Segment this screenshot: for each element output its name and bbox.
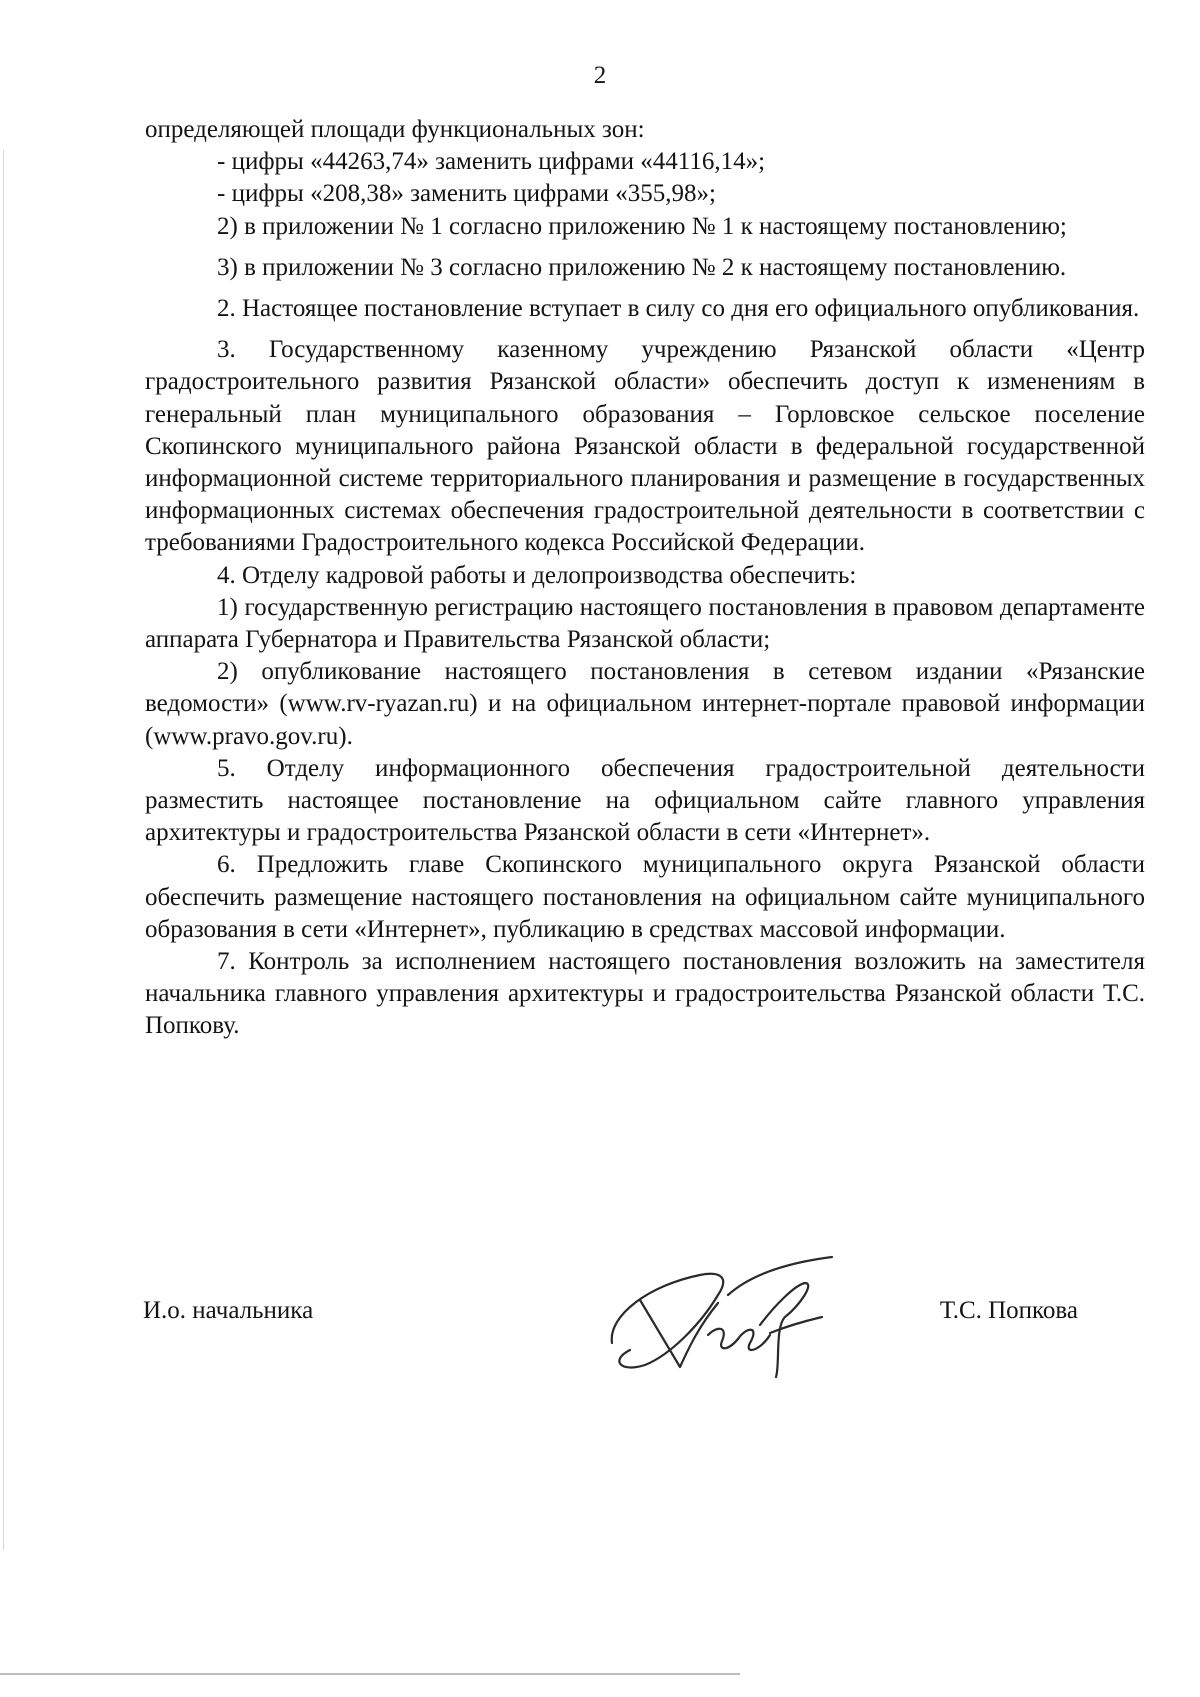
page-number: 2 — [593, 62, 607, 89]
paragraph-item-4: 4. Отделу кадровой работы и делопроизводства обеспечить: — [217, 561, 857, 589]
signatory-name: Т.С. Попкова — [939, 1297, 1078, 1324]
document-body — [145, 114, 1145, 1043]
paragraph-appendix-1: 2) в приложении № 1 согласно приложению № 1 к настоящему постановлению; — [217, 212, 1067, 240]
paragraph-replace-2: - цифры «208,38» заменить цифрами «355,98»; — [217, 180, 716, 208]
paragraph-item-7: 7. Контроль за исполнением настоящего постановления возложить на заместителя начальника главного управления архитектуры и градостроительства Рязанской области Т.С. Попкову. — [145, 948, 1145, 1040]
paragraph-intro: определяющей площади функциональных зон: — [145, 116, 645, 143]
scan-edge-left — [3, 150, 4, 1550]
paragraph-appendix-3: 3) в приложении № 3 согласно приложению № 2 к настоящему постановлению. — [217, 253, 1067, 281]
paragraph-replace-1: - цифры «44263,74» заменить цифрами «44116,14»; — [217, 148, 766, 176]
paragraph-item-5: 5. Отделу информационного обеспечения градостроительной деятельности разместить настоящее постановление на официальном сайте главного управления архитектуры и градостроительства Рязанской области в сети «Интернет». — [145, 754, 1145, 847]
scan-edge-bottom — [0, 1673, 740, 1675]
paragraph-item-3: 3. Государственному казенному учреждению Рязанской области «Центр градостроительного развития Рязанской области» обеспечить доступ к изменениям в генеральный план муниципального образования – Горловское сельское поселение Скопинского муниципального района Рязанской области в федеральной государственной информационной системе территориального планирования и размещение в государственных информационных системах обеспечения градостроительной деятельности в соответствии с требованиями Градостроительного кодекса Российской Федерации. — [145, 336, 1145, 557]
handwritten-signature — [600, 1255, 840, 1385]
paragraph-item-6: 6. Предложить главе Скопинского муниципального округа Рязанской области обеспечить размещение настоящего постановления на официальном сайте муниципального образования в сети «Интернет», публикацию в средствах массовой информации. — [145, 851, 1145, 943]
paragraph-item-4-1: 1) государственную регистрацию настоящего постановления в правовом департаменте аппарата Губернатора и Правительства Рязанской области; — [145, 593, 1145, 654]
paragraph-item-4-2: 2) опубликование настоящего постановления в сетевом издании «Рязанские ведомости» (www.rv-ryazan.ru) и на официальном интернет-портале правовой информации (www.pravo.gov.ru). — [145, 658, 1145, 750]
signatory-title: И.о. начальника — [143, 1297, 314, 1324]
paragraph-item-2: 2. Настоящее постановление вступает в силу со дня его официального опубликования. — [217, 295, 1140, 323]
